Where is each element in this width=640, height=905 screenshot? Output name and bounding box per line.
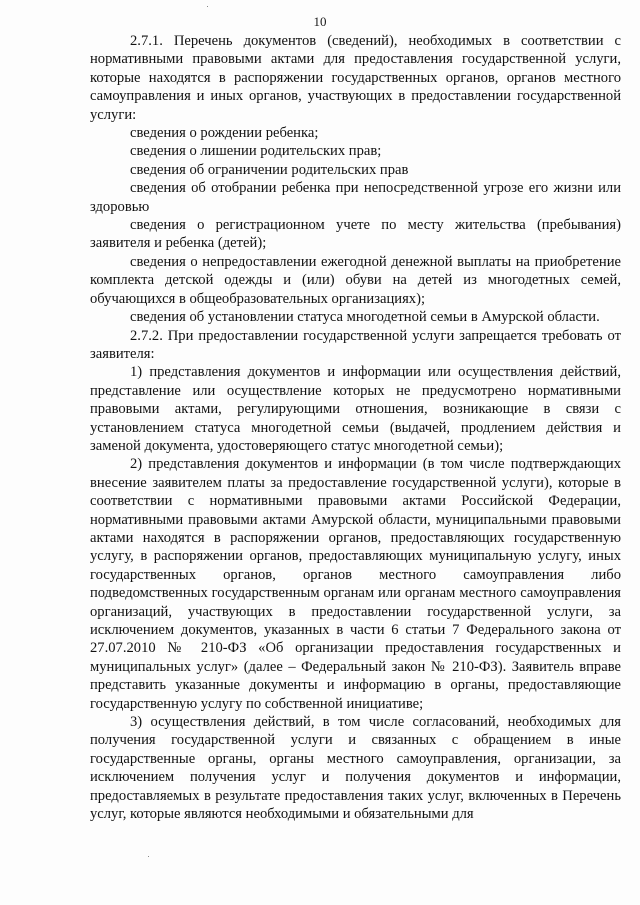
paragraph-2-7-2: 2.7.2. При предоставлении государственной услуги запрещается требовать от заявителя: [90,327,621,362]
list-item-birth-info: сведения о рождении ребенка; [130,125,319,142]
list-item-registration-info: сведения о регистрационном учете по месту жительства (пребывания) заявителя и ребенка (детей); [90,217,621,252]
paragraph-item-1: 1) представления документов и информации или осуществления действий, представление или осуществление которых не предусмотрено нормативными правовыми актами, регулирующими отношения, возникающие в связи с установлением статуса многодетной семьи (выдачей, продлением действия и заменой документа, удостоверяющего статус многодетной семьи); [90,364,621,454]
scan-speck [207,6,208,7]
list-item-restriction-info: сведения об ограничении родительских прав [130,161,409,178]
list-item-removal-info: сведения об отобрании ребенка при непосредственной угрозе его жизни или здоровью [90,180,621,215]
scan-speck [148,856,149,857]
page-number: 10 [313,14,327,29]
document-body [90,32,621,823]
paragraph-2-7-1: 2.7.1. Перечень документов (сведений), необходимых в соответствии с нормативными правовыми актами для предоставления государственной услуги, которые находятся в распоряжении государственных органов, органов местного самоуправления и иных органов, участвующих в предоставлении государственной услуги: [90,33,621,123]
list-item-deprivation-info: сведения о лишении родительских прав; [130,143,382,160]
list-item-payment-info: сведения о непредоставлении ежегодной денежной выплаты на приобретение комплекта детской одежды и (или) обуви на детей из многодетных семей, обучающихся в общеобразовательных организациях); [90,253,621,307]
paragraph-item-3: 3) осуществления действий, в том числе согласований, необходимых для получения государственной услуги и связанных с обращением в иные государственные органы, органы местного самоуправления, организации, за исключением получения услуг и получения документов и информации, предоставляемых в результате предоставления таких услуг, включенных в Перечень услуг, которые являются необходимыми и обязательными для [90,714,621,823]
paragraph-item-2: 2) представления документов и информации (в том числе подтверждающих внесение заявителем платы за предоставление государственной услуги), которые в соответствии с нормативными правовыми актами Российской Федерации, нормативными правовыми актами Амурской области, муниципальными правовыми актами находятся в распоряжении органов, предоставляющих государственную услугу, в распоряжении органов, предоставляющих муниципальную услугу, иных государственных органов, органов местного самоуправления либо подведомственных государственным органам или органам местного самоуправления организаций, участвующих в предоставлении государственной услуги, за исключением документов, указанных в части 6 статьи 7 Федерального закона от 27.07.2010 № 210-ФЗ «Об организации предоставления государственных и муниципальных услуг» (далее – Федеральный закон № 210-ФЗ). Заявитель вправе представить указанные документы и информацию в органы, предоставляющие государственную услугу по собственной инициативе; [90,456,621,712]
list-item-status-info: сведения об установлении статуса многодетной семьи в Амурской области. [130,309,600,326]
